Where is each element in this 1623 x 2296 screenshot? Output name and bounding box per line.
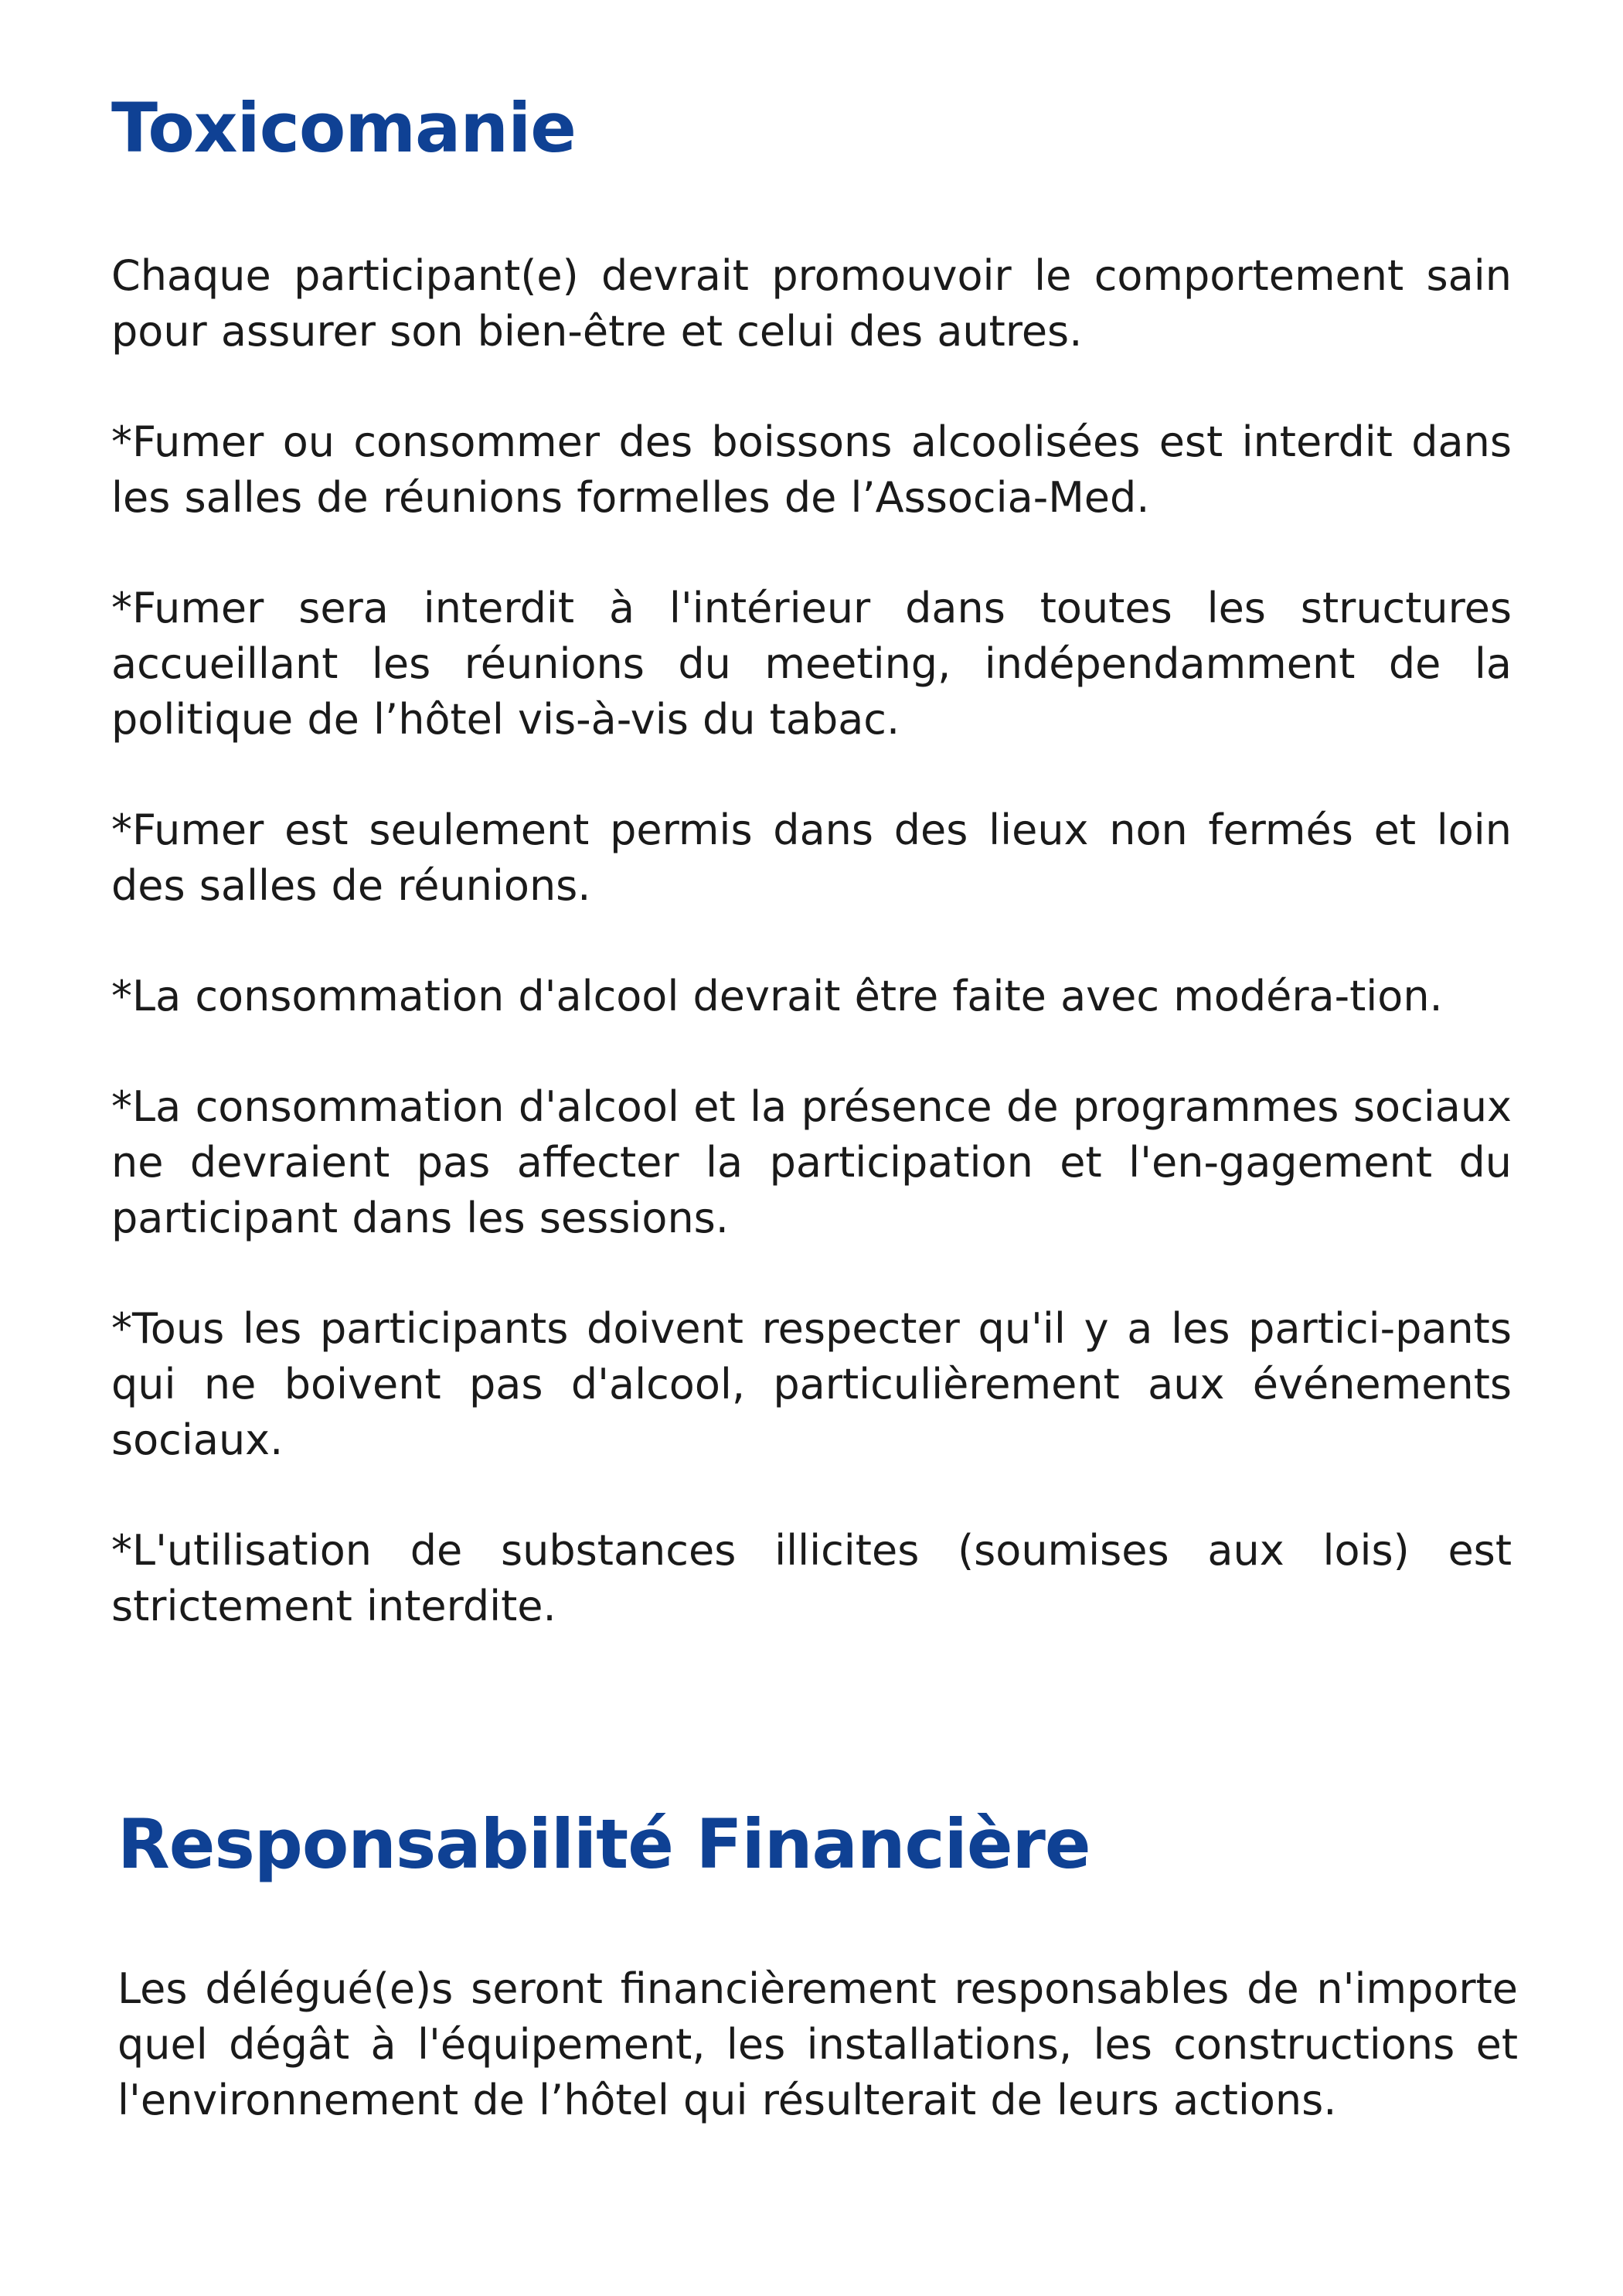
paragraph-rule: *La consommation d'alcool et la présence de programmes sociaux ne devraient pas affecter la participation et l'en-gagement du participant dans les sessions. bbox=[111, 1082, 1512, 1242]
paragraph-rule: *Fumer ou consommer des boissons alcoolisées est interdit dans les salles de réunions formelles de l’Associa-Med. bbox=[111, 417, 1512, 522]
paragraph-rule: *La consommation d'alcool devrait être faite avec modéra-tion. bbox=[111, 971, 1443, 1020]
paragraph-rule: *Fumer est seulement permis dans des lieux non fermés et loin des salles de réunions. bbox=[111, 805, 1512, 910]
section-toxicomanie bbox=[111, 88, 1512, 1689]
paragraph-intro: Les délégué(e)s seront financièrement responsables de n'importe quel dégât à l'équipement, les installations, les constructions et l'environnement de l’hôtel qui résulterait de leurs actions. bbox=[117, 1964, 1518, 2124]
section-responsabilite-financiere bbox=[117, 1804, 1518, 2183]
paragraph-rule: *Tous les participants doivent respecter qu'il y a les partici-pants qui ne boivent pas d'alcool, particulièrement aux événements sociaux. bbox=[111, 1303, 1512, 1464]
section-heading: Toxicomanie bbox=[111, 88, 576, 168]
paragraph-intro: Chaque participant(e) devrait promouvoir le comportement sain pour assurer son bien-être et celui des autres. bbox=[111, 250, 1512, 356]
section-heading: Responsabilité Financière bbox=[117, 1804, 1091, 1884]
paragraph-rule: *Fumer sera interdit à l'intérieur dans toutes les structures accueillant les réunions du meeting, indépendamment de la politique de l’hôtel vis-à-vis du tabac. bbox=[111, 583, 1512, 744]
paragraph-rule: *L'utilisation de substances illicites (soumises aux lois) est strictement interdite. bbox=[111, 1525, 1512, 1630]
